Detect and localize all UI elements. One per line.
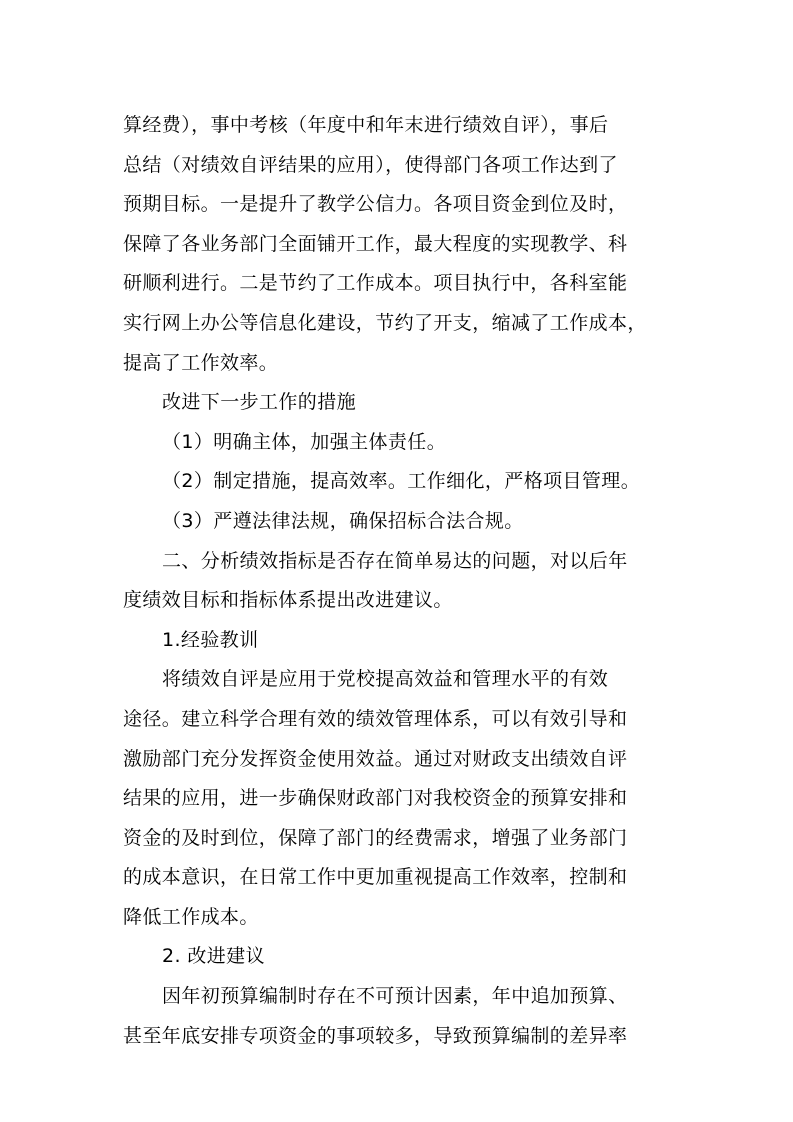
text-line: 降低工作成本。 bbox=[123, 905, 259, 928]
text-line: 研顺利进行。二是节约了工作成本。项目执行中，各科室能 bbox=[123, 272, 628, 295]
text-line: 结果的应用，进一步确保财政部门对我校资金的预算安排和 bbox=[123, 787, 628, 810]
text-line: 度绩效目标和指标体系提出改进建议。 bbox=[123, 589, 453, 612]
text-line: 激励部门充分发挥资金使用效益。通过对财政支出绩效自评 bbox=[123, 747, 628, 770]
text-line: 总结（对绩效自评结果的应用），使得部门各项工作达到了 bbox=[123, 153, 618, 176]
text-line: 算经费），事中考核（年度中和年末进行绩效自评），事后 bbox=[123, 114, 609, 136]
text-line: 甚至年底安排专项资金的事项较多，导致预算编制的差异率 bbox=[123, 1024, 628, 1047]
subsection-heading: 2. 改进建议 bbox=[162, 945, 265, 968]
section-heading: 二、分析绩效指标是否存在简单易达的问题，对以后年 bbox=[162, 549, 628, 572]
text-line: 保障了各业务部门全面铺开工作，最大程度的实现教学、科 bbox=[123, 232, 628, 255]
subsection-heading: 1.经验教训 bbox=[162, 628, 259, 651]
section-heading: 改进下一步工作的措施 bbox=[162, 391, 357, 414]
text-line: 资金的及时到位，保障了部门的经费需求，增强了业务部门 bbox=[123, 826, 628, 849]
text-line: 因年初预算编制时存在不可预计因素，年中追加预算、 bbox=[162, 985, 628, 1008]
document-body bbox=[123, 106, 683, 1056]
list-item: （1）明确主体，加强主体责任。 bbox=[162, 430, 447, 453]
text-line: 提高了工作效率。 bbox=[123, 351, 279, 374]
text-line: 的成本意识，在日常工作中更加重视提高工作效率，控制和 bbox=[123, 866, 628, 889]
list-item: （3）严遵法律法规，确保招标合法合规。 bbox=[162, 509, 524, 532]
text-line: 将绩效自评是应用于党校提高效益和管理水平的有效 bbox=[162, 668, 609, 691]
list-item: （2）制定措施，提高效率。工作细化，严格项目管理。 bbox=[162, 470, 641, 493]
text-line: 预期目标。一是提升了教学公信力。各项目资金到位及时， bbox=[123, 193, 628, 216]
text-line: 途径。建立科学合理有效的绩效管理体系，可以有效引导和 bbox=[123, 707, 628, 730]
text-line: 实行网上办公等信息化建设，节约了开支，缩减了工作成本， bbox=[123, 311, 647, 334]
